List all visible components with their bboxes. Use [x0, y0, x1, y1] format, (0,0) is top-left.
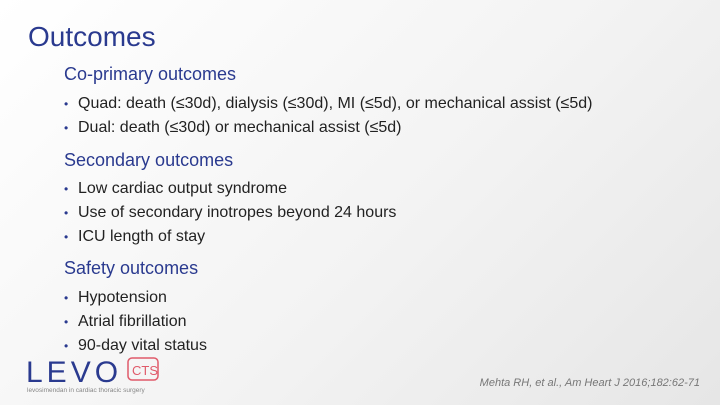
list-item: • 90-day vital status: [64, 334, 704, 358]
list-item: • Atrial fibrillation: [64, 310, 704, 334]
outcomes-content: [64, 64, 704, 358]
levo-cts-logo: [24, 352, 194, 396]
bullet-icon: •: [64, 338, 69, 353]
logo-caption: levosimendan in cardiac thoracic surgery: [27, 387, 145, 394]
bullet-icon: •: [64, 120, 69, 135]
bullet-icon: •: [64, 182, 69, 197]
bullet-icon: •: [64, 96, 69, 111]
bullet-icon: •: [64, 290, 69, 305]
list-item: • ICU length of stay: [64, 225, 704, 249]
list-item: • Use of secondary inotropes beyond 24 hours: [64, 201, 704, 225]
bullet-icon: •: [64, 230, 69, 245]
safety-list: [64, 286, 704, 358]
section-heading-co-primary: Co-primary outcomes: [64, 64, 237, 84]
bullet-icon: •: [64, 206, 69, 221]
section-heading-safety: Safety outcomes: [64, 258, 199, 279]
secondary-list: [64, 177, 704, 249]
list-item: • Low cardiac output syndrome: [64, 177, 704, 201]
slide-title: Outcomes: [28, 21, 156, 52]
section-heading-secondary: Secondary outcomes: [64, 149, 234, 170]
bullet-icon: •: [64, 314, 69, 329]
logo-badge: CTS: [132, 363, 158, 378]
list-item: • Hypotension: [64, 286, 704, 310]
logo-wordmark: LEVO: [26, 356, 123, 389]
list-item: • Dual: death (≤30d) or mechanical assist (≤5d): [64, 116, 704, 140]
citation: Mehta RH, et al., Am Heart J 2016;182:62-71: [479, 377, 700, 389]
list-item: • Quad: death (≤30d), dialysis (≤30d), MI (≤5d), or mechanical assist (≤5d): [64, 92, 704, 116]
co-primary-list: [64, 92, 704, 140]
